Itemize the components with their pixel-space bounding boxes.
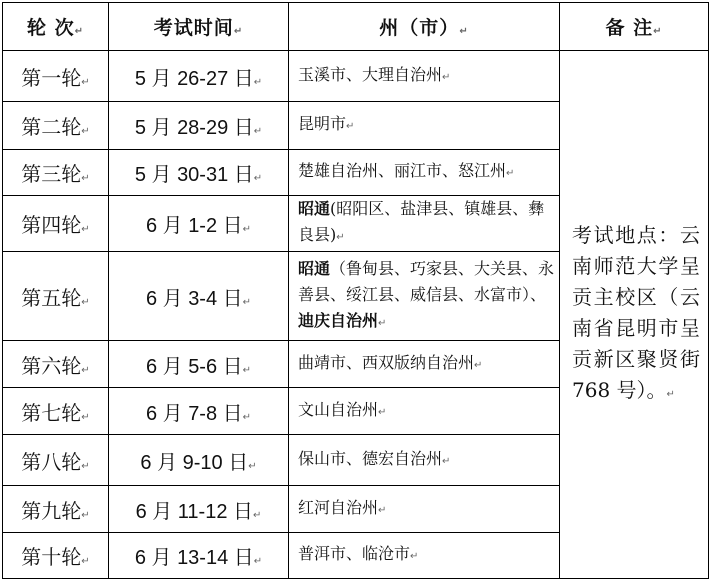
date-cell: 6 月 11-12 日↵: [109, 486, 289, 533]
date-cell: 6 月 7-8 日↵: [109, 388, 289, 435]
round-cell: 第二轮↵: [3, 102, 109, 150]
header-round: 轮 次↵: [3, 3, 109, 51]
round-cell: 第八轮↵: [3, 435, 109, 486]
date-cell: 5 月 30-31 日↵: [109, 150, 289, 196]
region-cell: 普洱市、临沧市↵: [289, 533, 560, 579]
note-cell: 考试地点：云南师范大学呈贡主校区（云南省昆明市呈贡新区聚贤街 768 号）。↵: [560, 51, 709, 579]
round-cell: 第三轮↵: [3, 150, 109, 196]
region-cell: 文山自治州↵: [289, 388, 560, 435]
date-cell: 6 月 9-10 日↵: [109, 435, 289, 486]
region-cell: 红河自治州↵: [289, 486, 560, 533]
date-cell: 6 月 5-6 日↵: [109, 341, 289, 388]
header-note: 备 注↵: [560, 3, 709, 51]
region-cell: 保山市、德宏自治州↵: [289, 435, 560, 486]
date-cell: 6 月 1-2 日↵: [109, 196, 289, 252]
round-cell: 第一轮↵: [3, 51, 109, 102]
round-cell: 第九轮↵: [3, 486, 109, 533]
header-time: 考试时间↵: [109, 3, 289, 51]
region-cell: 曲靖市、西双版纳自治州↵: [289, 341, 560, 388]
region-cell: 楚雄自治州、丽江市、怒江州↵: [289, 150, 560, 196]
round-cell: 第五轮↵: [3, 252, 109, 341]
header-region: 州（市）↵: [289, 3, 560, 51]
round-cell: 第六轮↵: [3, 341, 109, 388]
date-cell: 6 月 3-4 日↵: [109, 252, 289, 341]
round-cell: 第七轮↵: [3, 388, 109, 435]
region-cell: 昆明市↵: [289, 102, 560, 150]
date-cell: 5 月 28-29 日↵: [109, 102, 289, 150]
table-row: [3, 51, 709, 102]
date-cell: 5 月 26-27 日↵: [109, 51, 289, 102]
round-cell: 第十轮↵: [3, 533, 109, 579]
region-cell: 昭通（鲁甸县、巧家县、大关县、永善县、绥江县、威信县、水富市）、迪庆自治州↵: [289, 252, 560, 341]
region-cell: 玉溪市、大理自治州↵: [289, 51, 560, 102]
region-cell: 昭通(昭阳区、盐津县、镇雄县、彝良县)↵: [289, 196, 560, 252]
header-row: [3, 3, 709, 51]
date-cell: 6 月 13-14 日↵: [109, 533, 289, 579]
round-cell: 第四轮↵: [3, 196, 109, 252]
exam-schedule-table: [2, 2, 709, 579]
